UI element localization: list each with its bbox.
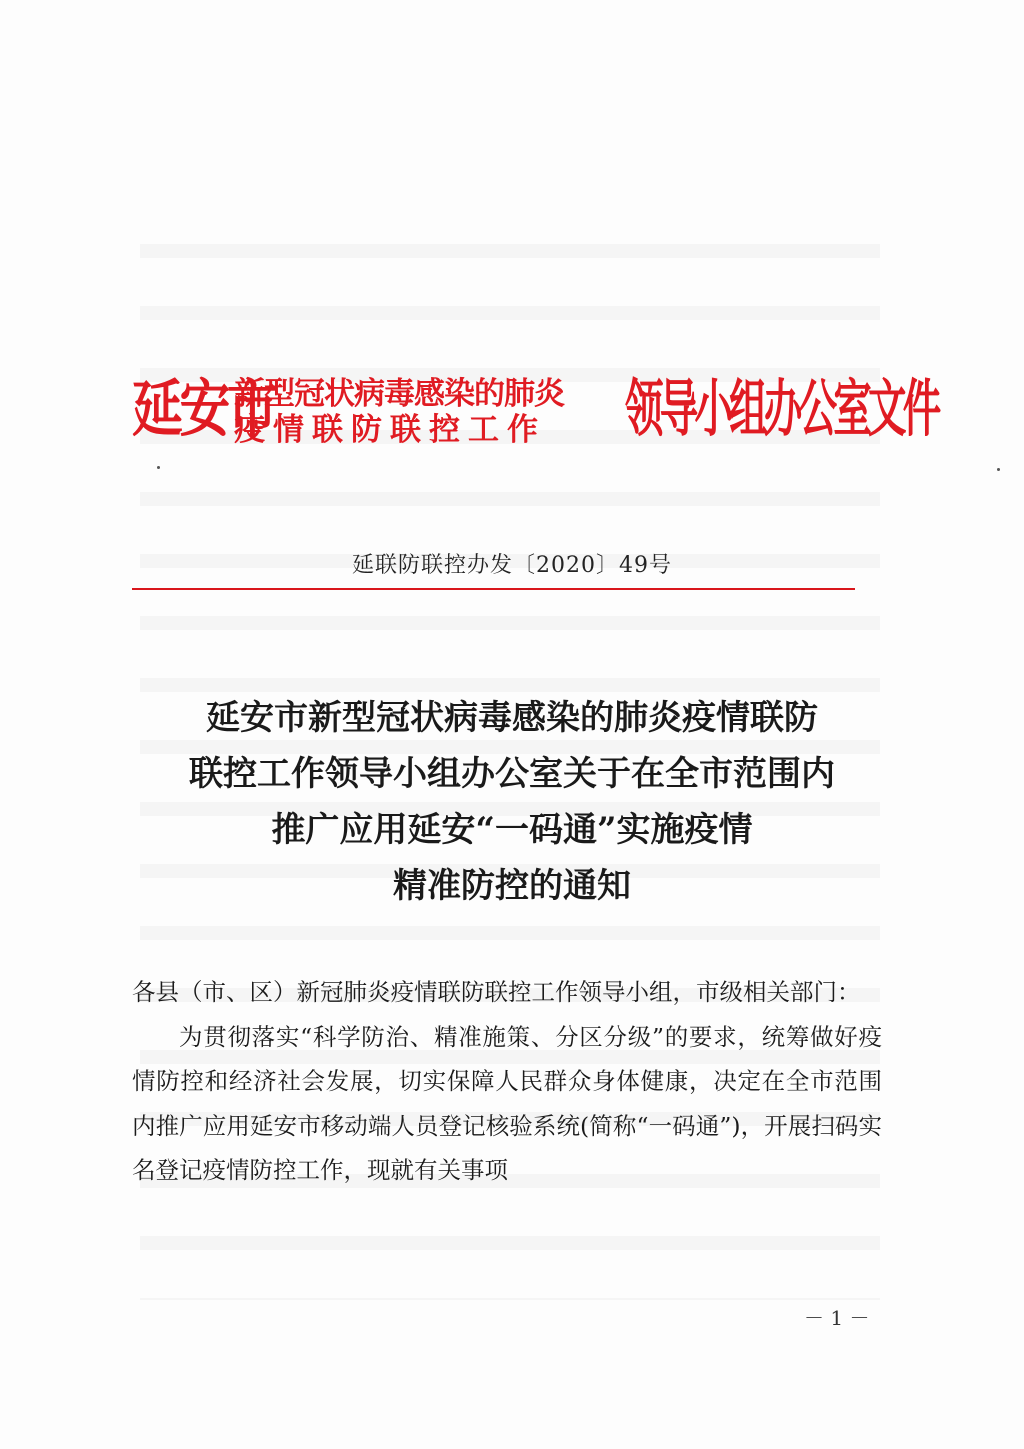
masthead xyxy=(132,372,938,452)
title-line-4: 精准防控的通知 xyxy=(393,866,631,906)
body-paragraph: 为贯彻落实“科学防治、精准施策、分区分级”的要求，统筹做好疫情防控和经济社会发展，切实保障人民群众身体健康，决定在全市范围内推广应用延安市移动端人员登记核验系统(简称“一码通”)，开展扫码实名登记疫情防控工作，现就有关事项 xyxy=(132,1022,882,1184)
masthead-city: 延安市 xyxy=(132,372,275,445)
scan-speck xyxy=(157,466,160,469)
masthead-middle-line2: 疫情联防联控工作 xyxy=(234,412,546,448)
masthead-middle xyxy=(234,376,564,448)
masthead-middle-line1: 新型冠状病毒感染的肺炎 xyxy=(234,376,564,412)
document-number: 延联防联控办发〔2020〕49号 xyxy=(352,553,672,578)
masthead-office-file: 领导小组办公室文件 xyxy=(625,372,938,445)
red-divider xyxy=(132,588,855,590)
recipients: 各县（市、区）新冠肺炎疫情联防联控工作领导小组，市级相关部门： xyxy=(132,978,861,1006)
scan-speck xyxy=(997,468,1000,471)
document-title xyxy=(0,690,1024,914)
title-line-2: 联控工作领导小组办公室关于在全市范围内 xyxy=(189,754,835,794)
title-line-1: 延安市新型冠状病毒感染的肺炎疫情联防 xyxy=(206,698,818,738)
page-number: － 1 － xyxy=(804,1306,870,1330)
title-line-3: 推广应用延安“一码通”实施疫情 xyxy=(271,810,753,850)
document-body xyxy=(132,970,882,1193)
